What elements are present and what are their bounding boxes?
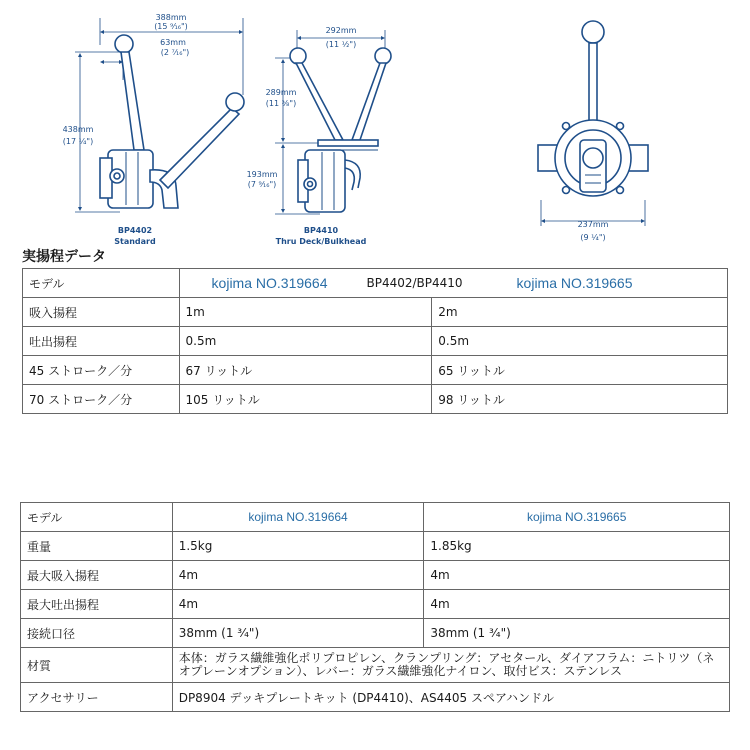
front-view-drawing bbox=[538, 21, 648, 226]
value-a: 4m bbox=[172, 590, 424, 619]
row-label: 吸入揚程 bbox=[23, 298, 180, 327]
accessory-label: アクセサリー bbox=[21, 683, 173, 712]
table-row bbox=[21, 503, 730, 532]
model-label: モデル bbox=[23, 269, 180, 298]
model-b-header: kojima NO.319665 bbox=[424, 503, 730, 532]
accessory-value: DP8904 デッキプレートキット (DP4410)、AS4405 スペアハンドル bbox=[172, 683, 729, 712]
bp4402-height-in: (17 ¹⁄₄") bbox=[62, 137, 94, 146]
model-a-header: kojima NO.319664 bbox=[172, 503, 424, 532]
value-a: 1.5kg bbox=[172, 532, 424, 561]
model-header-cell bbox=[179, 269, 727, 298]
pump-drawings bbox=[0, 0, 750, 250]
value-a: 0.5m bbox=[179, 327, 432, 356]
model-series-header: BP4402/BP4410 bbox=[366, 276, 463, 290]
bp4402-offset-in: (2 ⁷⁄₁₆") bbox=[160, 48, 190, 57]
table-row bbox=[21, 590, 730, 619]
bp4402-height-mm: 438mm bbox=[62, 125, 94, 134]
model-b-header: kojima NO.319665 bbox=[516, 275, 633, 291]
value-b: 1.85kg bbox=[424, 532, 730, 561]
bp4410-drawing bbox=[275, 30, 391, 214]
table-row bbox=[23, 356, 728, 385]
table-row bbox=[23, 298, 728, 327]
bp4402-subcaption: Standard bbox=[114, 237, 156, 246]
front-width-mm: 237mm bbox=[577, 220, 609, 229]
value-b: 38mm (1 ³⁄₄") bbox=[424, 619, 730, 648]
value-b: 4m bbox=[424, 561, 730, 590]
bp4410-subcaption: Thru Deck/Bulkhead bbox=[275, 237, 367, 246]
bp4410-width-in: (11 ¹⁄₂") bbox=[325, 40, 357, 49]
value-a: 67 リットル bbox=[179, 356, 432, 385]
bp4410-width-mm: 292mm bbox=[325, 26, 357, 35]
model-label: モデル bbox=[21, 503, 173, 532]
value-a: 1m bbox=[179, 298, 432, 327]
material-label: 材質 bbox=[21, 648, 173, 683]
bp4402-width-mm: 388mm bbox=[155, 13, 187, 22]
bp4402-drawing bbox=[75, 18, 244, 212]
value-b: 2m bbox=[432, 298, 728, 327]
bp4410-caption: BP4410 bbox=[303, 226, 339, 235]
table-row bbox=[21, 683, 730, 712]
row-label: 70 ストローク／分 bbox=[23, 385, 180, 414]
bp4410-upper-mm: 289mm bbox=[265, 88, 297, 97]
row-label: 接続口径 bbox=[21, 619, 173, 648]
row-label: 重量 bbox=[21, 532, 173, 561]
value-a: 4m bbox=[172, 561, 424, 590]
table-row bbox=[21, 532, 730, 561]
value-b: 0.5m bbox=[432, 327, 728, 356]
row-label: 最大吸入揚程 bbox=[21, 561, 173, 590]
bp4410-lower-mm: 193mm bbox=[246, 170, 278, 179]
bp4402-caption: BP4402 bbox=[117, 226, 153, 235]
value-a: 105 リットル bbox=[179, 385, 432, 414]
value-b: 65 リットル bbox=[432, 356, 728, 385]
bp4410-upper-in: (11 ³⁄₈") bbox=[265, 99, 297, 108]
front-width-in: (9 ¹⁄₄") bbox=[580, 233, 606, 242]
table-row bbox=[21, 619, 730, 648]
performance-table bbox=[22, 268, 728, 414]
table-row bbox=[23, 385, 728, 414]
row-label: 最大吐出揚程 bbox=[21, 590, 173, 619]
bp4402-width-in: (15 ⁹⁄₁₆") bbox=[154, 22, 188, 31]
table-row bbox=[21, 561, 730, 590]
section-title: 実揚程データ bbox=[22, 249, 106, 265]
table-row bbox=[23, 327, 728, 356]
table-row bbox=[23, 269, 728, 298]
specification-table bbox=[20, 502, 730, 712]
model-a-header: kojima NO.319664 bbox=[211, 275, 328, 291]
material-value: 本体：ガラス繊維強化ポリプロピレン、クランプリング：アセタール、ダイアフラム：ニトリツ（ネオプレーンオプション）、レバー：ガラス繊維強化ナイロン、取付ビス：ステンレス bbox=[172, 648, 729, 683]
value-a: 38mm (1 ³⁄₄") bbox=[172, 619, 424, 648]
value-b: 4m bbox=[424, 590, 730, 619]
bp4402-offset-mm: 63mm bbox=[160, 38, 186, 47]
table-row bbox=[21, 648, 730, 683]
value-b: 98 リットル bbox=[432, 385, 728, 414]
row-label: 45 ストローク／分 bbox=[23, 356, 180, 385]
bp4410-lower-in: (7 ⁹⁄₁₆") bbox=[247, 180, 277, 189]
row-label: 吐出揚程 bbox=[23, 327, 180, 356]
